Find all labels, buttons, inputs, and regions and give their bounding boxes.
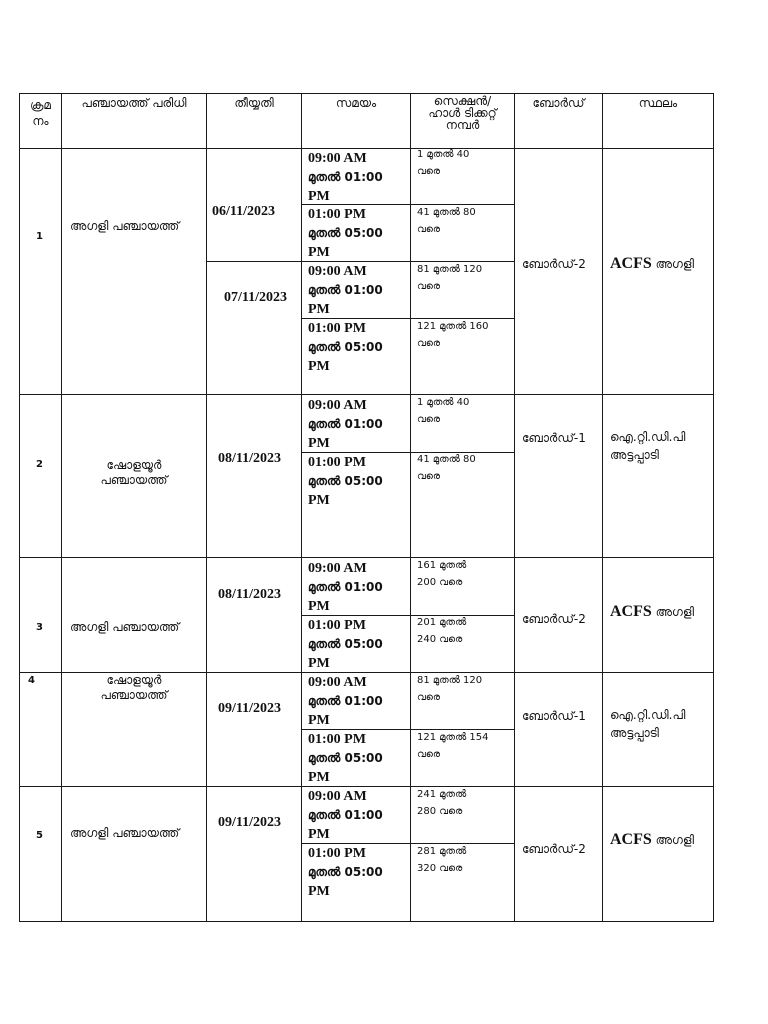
table-border-right — [713, 93, 714, 922]
row-board: ബോർഡ്-1 — [522, 709, 586, 723]
row-date: 08/11/2023 — [218, 587, 282, 602]
row-board: ബോർഡ്-2 — [522, 612, 586, 626]
header-section: സെക്ഷൻ/ ഹാൾ ടിക്കറ്റ് നമ്പർ — [428, 94, 497, 132]
row-serial: 1 — [36, 231, 43, 242]
column-divider — [301, 93, 302, 922]
header-date: തീയ്യതി — [234, 96, 274, 110]
slot-time: 09:00 AM മുതൽ 01:00 PM — [308, 675, 383, 728]
slot-time: 01:00 PM മുതൽ 05:00 PM — [308, 207, 383, 260]
row-panchayat: അഗളി പഞ്ചായത്ത് — [70, 219, 180, 233]
column-divider — [514, 93, 515, 922]
slot-time: 09:00 AM മുതൽ 01:00 PM — [308, 151, 383, 204]
slot-section: 281 മുതൽ 320 വരെ — [417, 846, 467, 874]
slot-time: 01:00 PM മുതൽ 05:00 PM — [308, 455, 383, 508]
row-venue: ACFS അഗളി — [610, 603, 695, 620]
row-board: ബോർഡ്-1 — [522, 431, 586, 445]
slot-section: 161 മുതൽ 200 വരെ — [417, 560, 467, 588]
header-panchayat: പഞ്ചായത്ത് പരിധി — [81, 96, 187, 110]
row-date: 09/11/2023 — [218, 701, 282, 716]
row-venue: ഐ.റ്റി.ഡി.പി അട്ടപ്പാടി — [610, 708, 686, 740]
slot-section: 241 മുതൽ 280 വരെ — [417, 789, 467, 817]
slot-section: 201 മുതൽ 240 വരെ — [417, 617, 467, 645]
table-border-bottom — [19, 921, 714, 922]
column-divider — [410, 93, 411, 922]
slot-section: 41 മുതൽ 80 വരെ — [417, 207, 476, 235]
column-divider — [206, 93, 207, 922]
row-panchayat: അഗളി പഞ്ചായത്ത് — [70, 826, 180, 840]
slot-section: 121 മുതൽ 154 വരെ — [417, 732, 489, 760]
column-divider — [61, 93, 62, 922]
row-serial: 5 — [36, 830, 43, 841]
table-border-top — [19, 93, 714, 94]
slot-time: 01:00 PM മുതൽ 05:00 PM — [308, 618, 383, 671]
slot-time: 01:00 PM മുതൽ 05:00 PM — [308, 321, 383, 374]
header-serial: ക്രമ നം — [30, 98, 51, 128]
row-serial: 2 — [36, 459, 43, 470]
slot-time: 09:00 AM മുതൽ 01:00 PM — [308, 789, 383, 842]
row-serial: 3 — [36, 622, 43, 633]
column-divider — [602, 93, 603, 922]
slot-section: 81 മുതൽ 120 വരെ — [417, 675, 483, 703]
row-panchayat: ഷോളയൂർ പഞ്ചായത്ത് — [100, 458, 168, 487]
row-panchayat: അഗളി പഞ്ചായത്ത് — [70, 620, 180, 634]
slot-time: 01:00 PM മുതൽ 05:00 PM — [308, 732, 383, 785]
row-serial: 4 — [28, 675, 35, 686]
row-venue: ACFS അഗളി — [610, 255, 695, 272]
row-venue: ACFS അഗളി — [610, 831, 695, 848]
header-venue: സ്ഥലം — [638, 96, 678, 110]
slot-section: 1 മുതൽ 40 വരെ — [417, 397, 470, 425]
row-date: 09/11/2023 — [218, 815, 282, 830]
slot-time: 09:00 AM മുതൽ 01:00 PM — [308, 264, 383, 317]
row-panchayat: ഷോളയൂർ പഞ്ചായത്ത് — [100, 673, 168, 702]
header-time: സമയം — [335, 96, 377, 110]
slot-time: 01:00 PM മുതൽ 05:00 PM — [308, 846, 383, 899]
header-board: ബോർഡ് — [532, 96, 585, 110]
slot-time: 09:00 AM മുതൽ 01:00 PM — [308, 398, 383, 451]
slot-section: 1 മുതൽ 40 വരെ — [417, 149, 470, 177]
row-board: ബോർഡ്-2 — [522, 257, 586, 271]
slot-time: 09:00 AM മുതൽ 01:00 PM — [308, 561, 383, 614]
slot-section: 121 മുതൽ 160 വരെ — [417, 321, 489, 349]
table-border-left — [19, 93, 20, 922]
row-date: 07/11/2023 — [224, 290, 288, 305]
row-date: 08/11/2023 — [218, 451, 282, 466]
slot-section: 41 മുതൽ 80 വരെ — [417, 454, 476, 482]
slot-section: 81 മുതൽ 120 വരെ — [417, 264, 483, 292]
row-venue: ഐ.റ്റി.ഡി.പി അട്ടപ്പാടി — [610, 430, 686, 462]
row-divider — [19, 557, 714, 558]
row-board: ബോർഡ്-2 — [522, 842, 586, 856]
row-date: 06/11/2023 — [212, 204, 276, 219]
row-divider — [19, 394, 714, 395]
